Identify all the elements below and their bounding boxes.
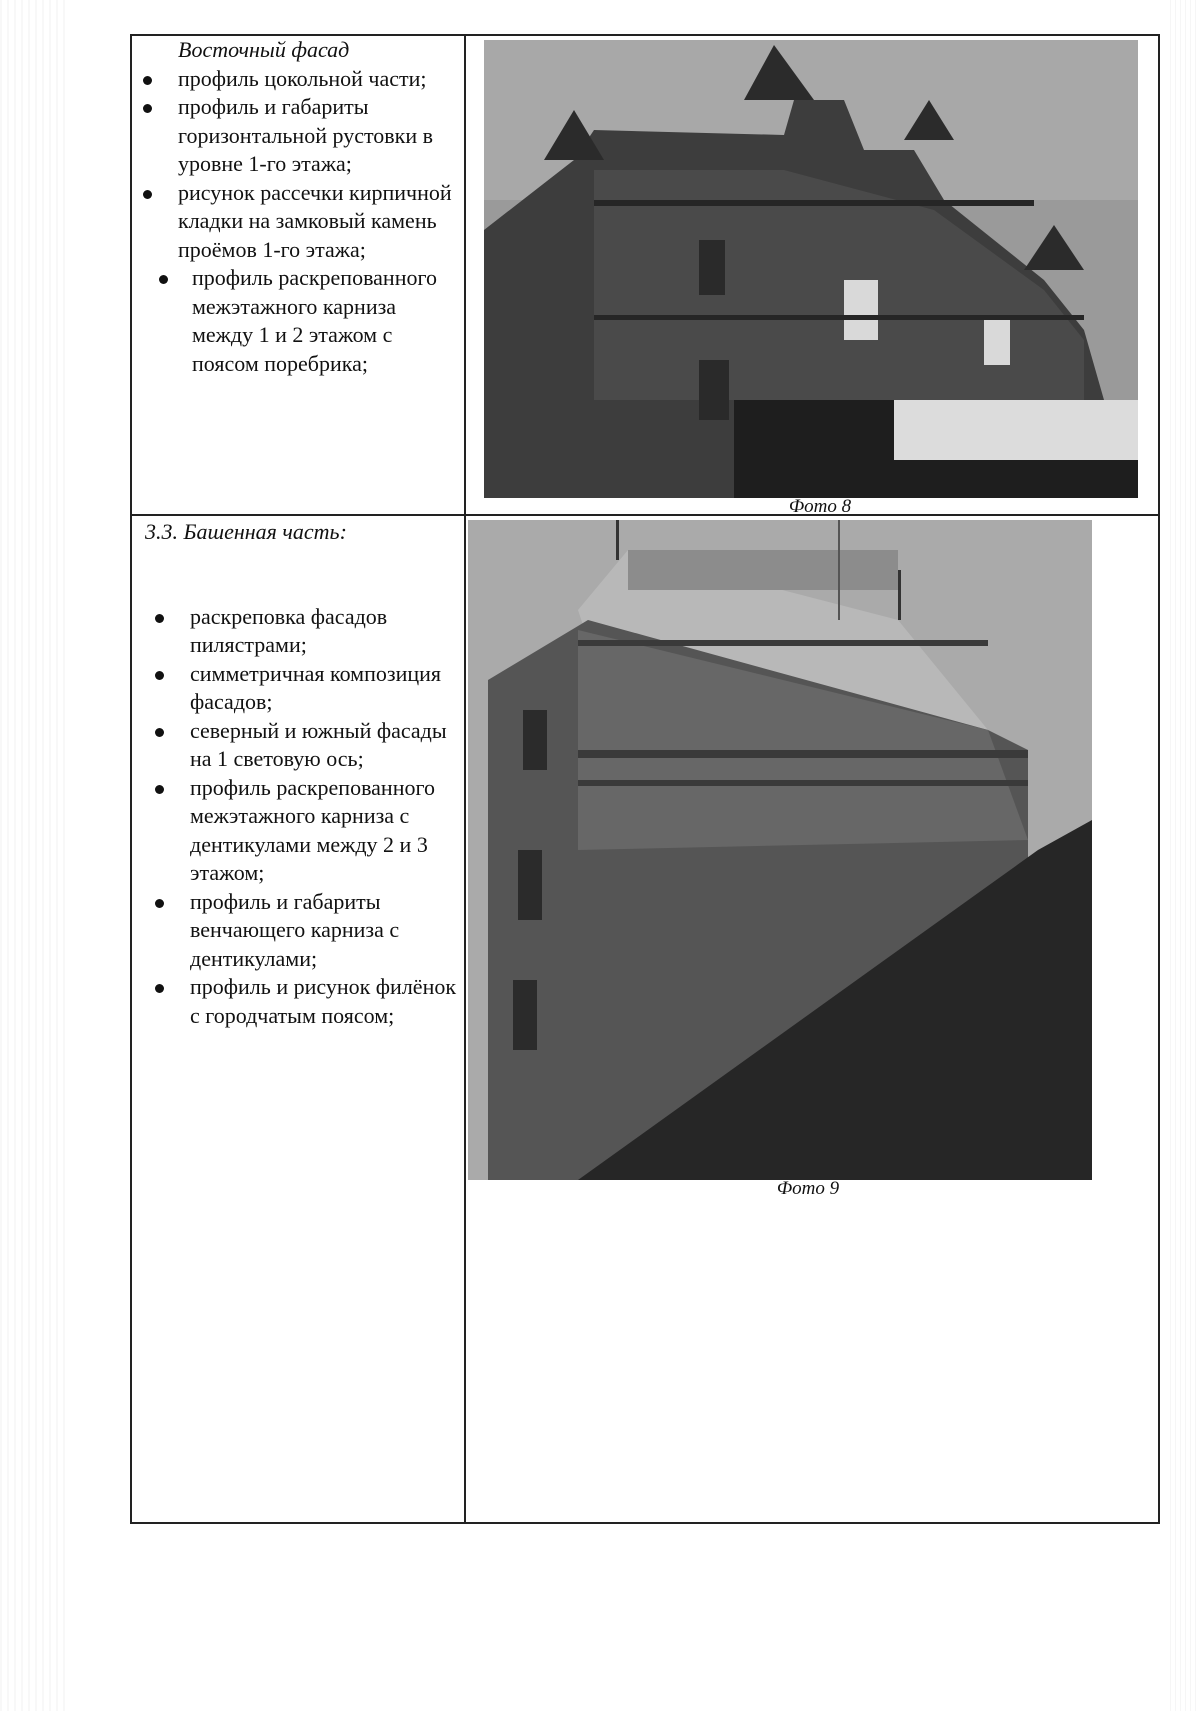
table-column-divider bbox=[464, 34, 466, 1524]
bullet-icon bbox=[155, 899, 164, 908]
bullet-icon bbox=[155, 614, 164, 623]
scan-noise-right bbox=[1170, 0, 1200, 1711]
bullet-icon bbox=[143, 190, 152, 199]
list-item: профиль и габариты горизонтальной рустовки в уровне 1-го этажа; bbox=[140, 93, 460, 179]
bullet-icon bbox=[155, 785, 164, 794]
photo-9-caption: Фото 9 bbox=[776, 1178, 840, 1199]
tower-part-cell bbox=[145, 518, 460, 1030]
tower-building-image bbox=[468, 520, 1092, 1180]
photo-tower-part bbox=[468, 520, 1092, 1180]
photo-east-facade bbox=[484, 40, 1138, 498]
list-item: профиль и габариты венчающего карниза с дентикулами; bbox=[145, 888, 460, 974]
tower-part-heading: 3.3. Башенная часть: bbox=[145, 519, 347, 544]
list-item: симметричная композиция фасадов; bbox=[145, 660, 460, 717]
list-item: профиль раскрепованного межэтажного карниза с дентикулами между 2 и 3 этажом; bbox=[145, 774, 460, 888]
bullet-icon bbox=[143, 76, 152, 85]
bullet-icon bbox=[155, 728, 164, 737]
bullet-icon bbox=[159, 275, 168, 284]
east-facade-heading: Восточный фасад bbox=[178, 37, 350, 62]
table-row-divider bbox=[130, 514, 1160, 516]
bullet-icon bbox=[155, 984, 164, 993]
tower-part-list bbox=[145, 603, 460, 1031]
east-facade-cell bbox=[140, 36, 460, 378]
east-facade-list bbox=[140, 65, 460, 379]
list-item: профиль цокольной части; bbox=[140, 65, 460, 94]
list-item: раскреповка фасадов пилястрами; bbox=[145, 603, 460, 660]
scan-noise-left bbox=[0, 0, 70, 1711]
bullet-icon bbox=[143, 104, 152, 113]
list-item: профиль раскрепованного межэтажного карниза между 1 и 2 этажом с поясом поребрика; bbox=[140, 264, 460, 378]
building-facade-image bbox=[484, 40, 1138, 498]
list-item: северный и южный фасады на 1 световую ось; bbox=[145, 717, 460, 774]
list-item: рисунок рассечки кирпичной кладки на замковый камень проёмов 1-го этажа; bbox=[140, 179, 460, 265]
bullet-icon bbox=[155, 671, 164, 680]
photo-8-caption: Фото 8 bbox=[788, 496, 852, 517]
list-item: профиль и рисунок филёнок с городчатым поясом; bbox=[145, 973, 460, 1030]
